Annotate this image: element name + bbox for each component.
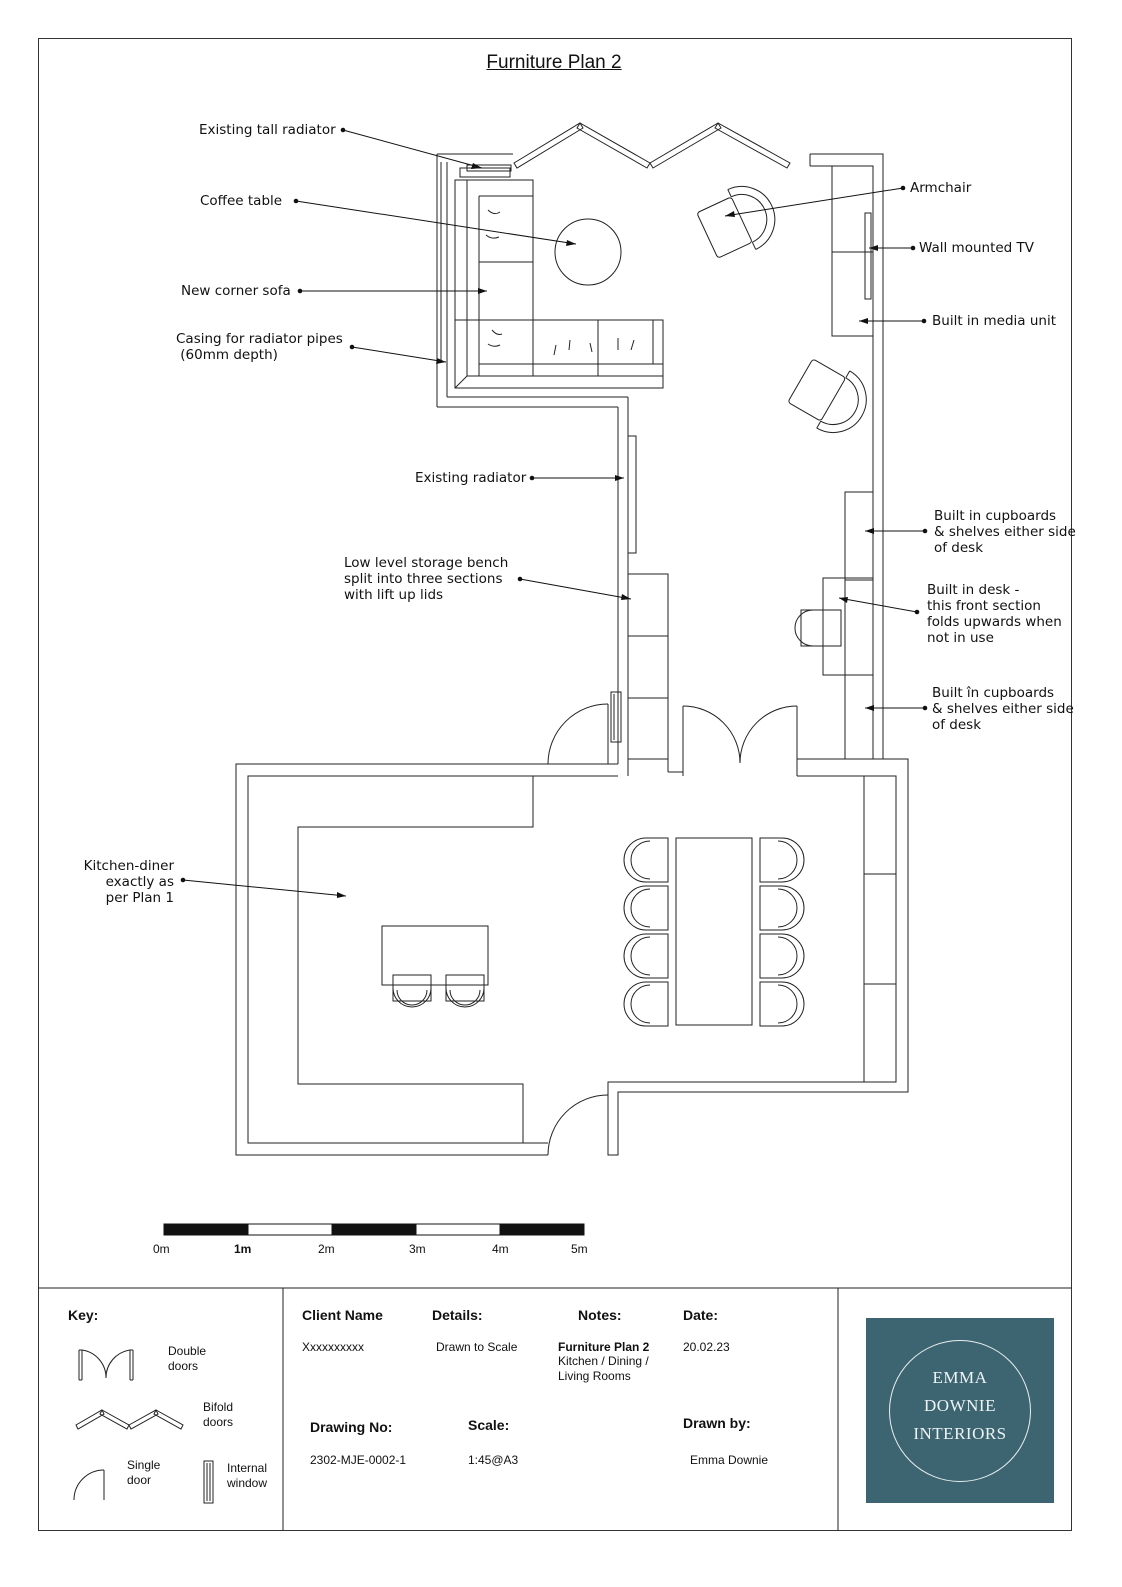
kitchen-island (382, 926, 488, 1007)
coffee-table (555, 219, 621, 285)
existing-radiator (628, 436, 636, 553)
armchair-2 (784, 352, 878, 445)
walls (236, 154, 908, 1155)
label-built-in-cupboards-1: Built in cupboards & shelves either side of desk (934, 508, 1076, 556)
key-bifold-doors-icon (76, 1410, 183, 1429)
bifold-doors (514, 123, 790, 168)
label-new-corner-sofa: New corner sofa (181, 283, 291, 299)
key-label-double-doors: Double doors (168, 1344, 207, 1373)
label-coffee-table: Coffee table (200, 193, 283, 209)
dining-set (624, 838, 804, 1026)
scale-tick-1: 1m (234, 1242, 252, 1256)
drawn-by-label: Drawn by: (683, 1415, 751, 1431)
scale-tick-2: 2m (318, 1242, 335, 1256)
leader-lines (183, 130, 925, 896)
key-label-single-door: Single door (127, 1458, 161, 1487)
cupboards-and-desk (795, 492, 873, 759)
label-built-in-media-unit: Built in media unit (932, 313, 1056, 329)
scale-tick-5: 5m (571, 1242, 588, 1256)
drawing-no-label: Drawing No: (310, 1419, 393, 1435)
date-label: Date: (683, 1307, 719, 1323)
details-value: Drawn to Scale (436, 1340, 518, 1354)
media-unit (832, 166, 873, 336)
client-name-label: Client Name (302, 1307, 383, 1323)
notes-value: Kitchen / Dining / Living Rooms (558, 1354, 649, 1383)
door-single-bottom (548, 1095, 608, 1155)
drawing-no-value: 2302-MJE-0002-1 (310, 1453, 407, 1467)
drawing-title: Furniture Plan 2 (486, 52, 622, 73)
scale-tick-0: 0m (153, 1242, 170, 1256)
drawn-by-value: Emma Downie (690, 1453, 769, 1467)
label-existing-radiator: Existing radiator (415, 470, 527, 486)
label-existing-tall-radiator: Existing tall radiator (199, 122, 336, 138)
scale-label: Scale: (468, 1417, 510, 1433)
label-storage-bench: Low level storage bench split into three sections with lift up lids (344, 555, 509, 603)
logo-line-3: INTERIORS (913, 1424, 1007, 1443)
client-name-value: Xxxxxxxxxx (302, 1340, 365, 1354)
key-single-door-icon (74, 1470, 104, 1500)
scale-tick-3: 3m (409, 1242, 426, 1256)
label-built-in-cupboards-2: Built în cupboards & shelves either side of desk (932, 685, 1074, 733)
label-wall-mounted-tv: Wall mounted TV (919, 240, 1035, 256)
scale-tick-4: 4m (492, 1242, 509, 1256)
leader-arrowheads (337, 163, 878, 898)
notes-title: Furniture Plan 2 (558, 1340, 650, 1354)
door-single-top (548, 704, 608, 764)
notes-label: Notes: (578, 1307, 622, 1323)
scale-value: 1:45@A3 (468, 1453, 519, 1467)
label-casing-radiator-pipes: Casing for radiator pipes (60mm depth) (176, 331, 343, 363)
corner-sofa (455, 180, 663, 388)
label-built-in-desk: Built in desk - this front section folds upwards when not in use (927, 582, 1062, 646)
logo-line-2: DOWNIE (924, 1396, 996, 1415)
storage-bench (628, 574, 668, 759)
key-label-bifold-doors: Bifold doors (203, 1400, 234, 1429)
details-label: Details: (432, 1307, 483, 1323)
key-internal-window-icon (204, 1461, 213, 1503)
label-armchair: Armchair (910, 180, 972, 196)
logo-line-1: EMMA (932, 1368, 988, 1387)
key-heading: Key: (68, 1307, 99, 1323)
scale-bar (164, 1224, 584, 1235)
company-logo (866, 1318, 1054, 1503)
armchair-1 (693, 176, 785, 266)
internal-window (611, 692, 621, 742)
date-value: 20.02.23 (683, 1340, 730, 1354)
key-double-doors-icon (79, 1350, 133, 1380)
key-label-internal-window: Internal window (227, 1461, 268, 1490)
double-doors (683, 706, 797, 763)
kitchen-units (298, 776, 896, 1143)
tall-radiator (460, 165, 511, 177)
logo-text (866, 1364, 1054, 1448)
label-kitchen-diner: Kitchen-diner exactly as per Plan 1 (83, 858, 174, 906)
